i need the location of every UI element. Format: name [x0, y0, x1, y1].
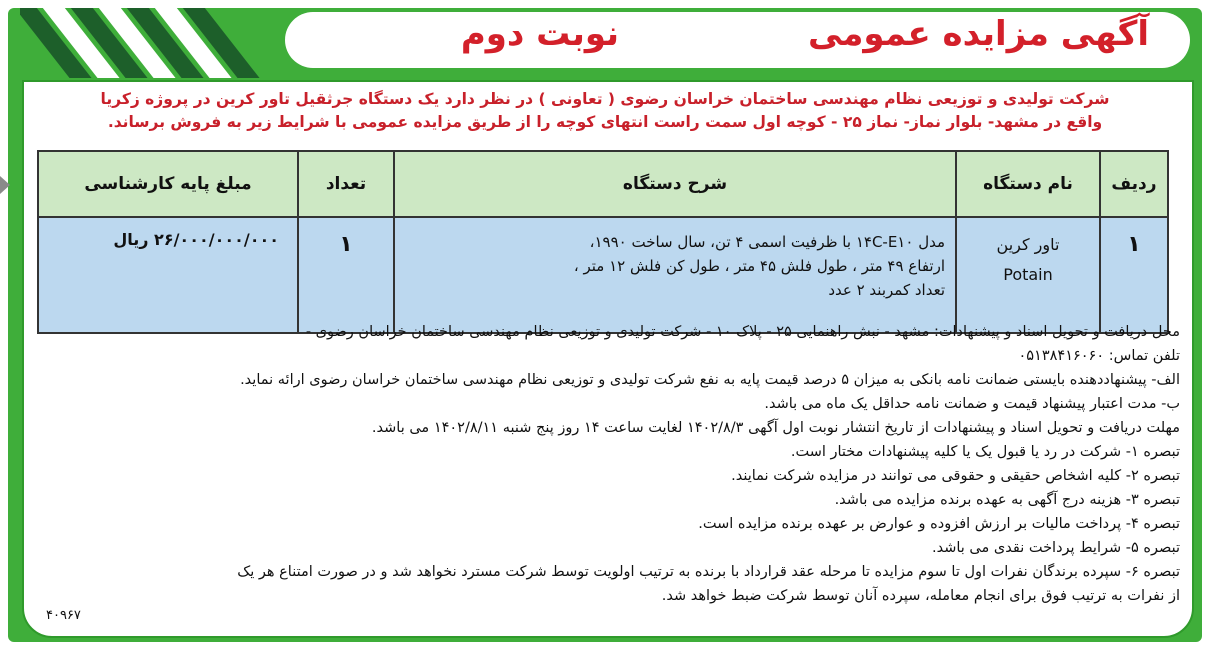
side-arrow-icon — [0, 176, 10, 194]
cell-quantity: ۱ — [298, 217, 394, 333]
header-device-name: نام دستگاه — [956, 151, 1100, 217]
terms-notes — [40, 320, 1180, 608]
header-row-number: ردیف — [1100, 151, 1168, 217]
note-line: مهلت دریافت و تحویل اسناد و پیشنهادات از تاریخ انتشار نوبت اول آگهی ۱۴۰۲/۸/۳ لغایت ساعت ۱۴ روز پنج شنبه ۱۴۰۲/۸/۱۱ می باشد. — [371, 420, 1180, 436]
intro-text — [30, 88, 1180, 134]
note-line: تبصره ۶- سپرده برندگان نفرات اول تا سوم مزایده تا مرحله عقد قرارداد با برنده به ترتیب اولویت توسط شرکت مسترد نخواهد شد و در صورت امتناع هر یک — [237, 564, 1180, 580]
note-line: تبصره ۴- پرداخت مالیات بر ارزش افزوده و عوارض بر عهده برنده مزایده است. — [698, 516, 1180, 532]
intro-line: واقع در مشهد- بلوار نماز- نماز ۲۵ - کوچه اول سمت راست انتهای کوچه را از طریق مزایده عمومی با شرایط زیر به فروش برساند. — [107, 113, 1103, 131]
note-line: تبصره ۲- کلیه اشخاص حقیقی و حقوقی می توانند در مزایده شرکت نمایند. — [731, 468, 1180, 484]
cell-device-name — [956, 217, 1100, 333]
intro-line: شرکت تولیدی و توزیعی نظام مهندسی ساختمان خراسان رضوی ( تعاونی ) در نظر دارد یک دستگاه جرثقیل تاور کرین در پروژه زکریا — [100, 90, 1110, 108]
reference-number: ۴۰۹۶۷ — [46, 608, 81, 623]
decorative-stripes — [20, 8, 290, 78]
header-quantity: تعداد — [298, 151, 394, 217]
desc-line: مدل ۱۴C-E۱۰ با ظرفیت اسمی ۴ تن، سال ساخت ۱۹۹۰، — [589, 233, 945, 251]
cell-row-number: ۱ — [1100, 217, 1168, 333]
note-line: تبصره ۵- شرایط پرداخت نقدی می باشد. — [932, 540, 1180, 556]
note-line: محل دریافت و تحویل اسناد و پیشنهادات: مشهد - نبش راهنمایی ۲۵ - پلاک ۱۰ - شرکت تولیدی و توزیعی نظام مهندسی ساختمان خراسان رضوی - — [305, 324, 1180, 340]
table-row — [38, 217, 1168, 333]
desc-line: ارتفاع ۴۹ متر ، طول فلش ۴۵ متر ، طول کن فلش ۱۲ متر ، — [573, 257, 945, 275]
devices-table — [37, 150, 1169, 334]
device-name-en: Potain — [1003, 265, 1053, 284]
note-line: ب- مدت اعتبار پیشنهاد قیمت و ضمانت نامه حداقل یک ماه می باشد. — [764, 396, 1180, 412]
note-line: الف- پیشنهاددهنده بایستی ضمانت نامه بانکی به میزان ۵ درصد قیمت پایه به نفع شرکت تولیدی و توزیعی نظام مهندسی ساختمان خراسان رضوی ارائه نماید. — [240, 372, 1180, 388]
header-description: شرح دستگاه — [394, 151, 956, 217]
ad-title: آگهی مزایده عمومی — [807, 14, 1149, 54]
cell-description — [394, 217, 956, 333]
note-line: تلفن تماس: ۰۵۱۳۸۴۱۶۰۶۰ — [1018, 348, 1180, 364]
note-line: از نفرات به ترتیب فوق برای انجام معامله، سپرده آنان توسط شرکت ضبط خواهد شد. — [661, 588, 1180, 604]
cell-base-price: ۲۶/۰۰۰/۰۰۰/۰۰۰ ریال — [38, 217, 298, 333]
desc-line: تعداد کمربند ۲ عدد — [828, 281, 945, 299]
ad-round: نوبت دوم — [460, 14, 619, 54]
header-base-price: مبلغ پایه کارشناسی — [38, 151, 298, 217]
note-line: تبصره ۱- شرکت در رد یا قبول یک یا کلیه پیشنهادات مختار است. — [790, 444, 1180, 460]
device-name-fa: تاور کرین — [996, 235, 1060, 254]
table-header-row — [38, 151, 1168, 217]
note-line: تبصره ۳- هزینه درج آگهی به عهده برنده مزایده می باشد. — [834, 492, 1180, 508]
